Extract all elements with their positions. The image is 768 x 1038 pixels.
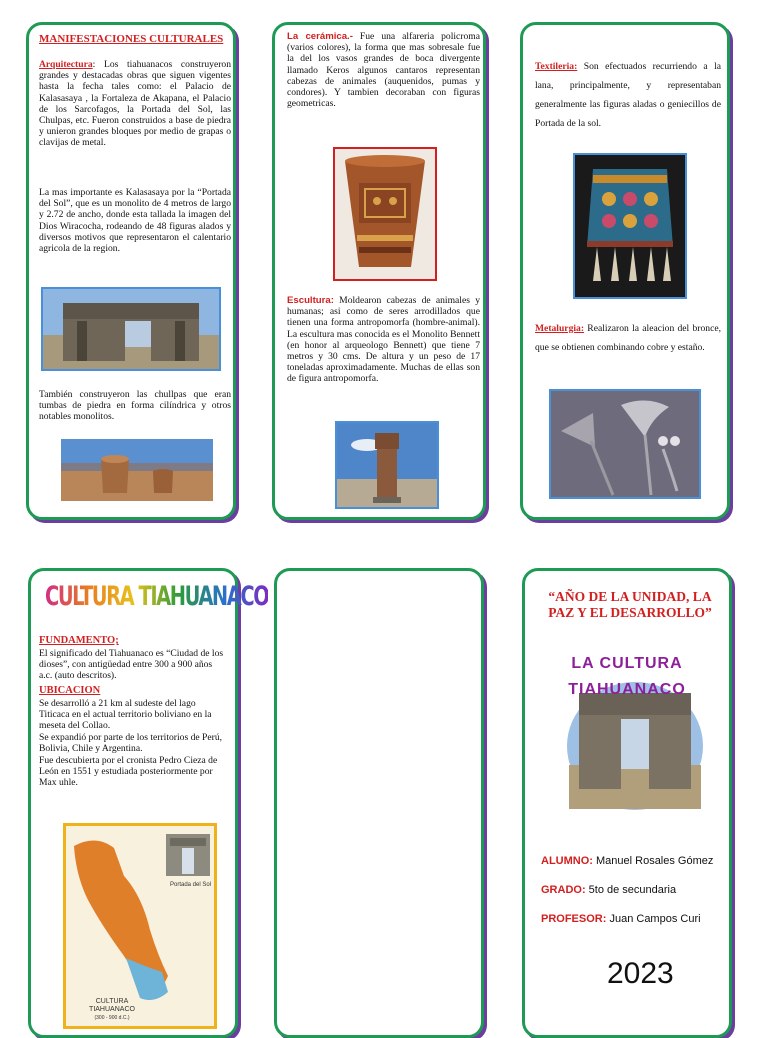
panel-cultura-tiahuanaco	[28, 568, 269, 1038]
kalasasaya-paragraph: La mas importante es Kalasasaya por la “Portada del Sol”, que es un monolito de 4 metros de largo y 2.72 de ancho, donde esta tallada la imagen del Dios Wiracocha, rodeando de 48 figuras alados y diversos motivos que representaron el calentario agricola de la region.	[39, 187, 231, 255]
kero-vase-image	[333, 147, 437, 281]
metalurgia-paragraph	[535, 319, 721, 357]
portada-del-sol-image	[41, 287, 221, 371]
map-label-line2: TIAHUANACO	[89, 1006, 135, 1013]
panel-ceramica-escultura	[272, 22, 486, 520]
textileria-paragraph	[535, 57, 721, 133]
map-portada-label: Portada del Sol	[170, 882, 212, 888]
map-label-dates: (300 - 900 d.C.)	[94, 1015, 130, 1021]
map-image	[63, 823, 217, 1029]
escultura-text: Moldearon cabezas de animales y humanas; asi como de seres arrodillados que tienen una forma antropomorfa (hombre-animal). La escultura mas conocida es el Monolito Bennett (en honor al arqueologo Bennett) que tiene 7 metros y 30 cms. De altura y un peso de 17 toneladas aproximadamente. Muchas de ellas son de figura antropomorfa.	[287, 295, 480, 385]
panel-empty	[274, 568, 484, 1038]
ubicacion-text-3: Fue descubierta por el cronista Pedro Cieza de León en 1551 y estudiada posteriormente por Max uhle.	[39, 755, 218, 789]
grado-value: 5to de secundaria	[585, 884, 677, 896]
profesor-line	[541, 913, 701, 925]
profesor-label: PROFESOR:	[541, 913, 607, 925]
ceramica-text: Fue una alfareria policroma (varios colores), la forma que mas sobresale fue la del los vasos grandes de boca divergente llamado Keros algunos cantaros representan cabezas de animales (auquenidos, pumas y condores). Y tambien decoraban con figuras geometricas.	[287, 31, 480, 110]
metalurgia-label: Metalurgia:	[535, 323, 585, 334]
cover-year: 2023	[607, 957, 674, 990]
ubicacion-text-1: Se desarrolló a 21 km al sudeste del lago Titicaca en el actual territorio boliviano en la meseta del Collao.	[39, 698, 212, 732]
cover-title-line1: LA CULTURA	[571, 655, 683, 672]
year-slogan: “AÑO DE LA UNIDAD, LA PAZ Y EL DESARROLLO”	[548, 589, 712, 620]
arquitectura-paragraph	[39, 59, 231, 149]
textileria-label: Textileria:	[535, 61, 578, 72]
map-cultura-label	[80, 998, 144, 1022]
ceramica-paragraph	[287, 31, 480, 109]
map-label-line1: CULTURA	[95, 998, 129, 1005]
textileria-text: Son efectuados recurriendo a la lana, principalmente, y representaban generalmente las figuras aladas o geniecillos de Portada de la sol.	[535, 61, 721, 129]
chullpas-image	[61, 439, 213, 501]
escultura-paragraph	[287, 295, 480, 385]
textile-image	[573, 153, 687, 299]
alumno-line	[541, 855, 713, 867]
ubicacion-text-2: Se expandió por parte de los territorios de Perú, Bolivia, Chile y Argentina.	[39, 732, 223, 755]
cover-portada-image	[565, 679, 705, 813]
alumno-label: ALUMNO:	[541, 855, 593, 867]
profesor-value: Juan Campos Curi	[606, 913, 701, 925]
ceramica-label: La cerámica.-	[287, 31, 353, 42]
arquitectura-label: Arquitectura	[39, 59, 93, 70]
fundamento-heading: FUNDAMENTO;	[39, 635, 119, 646]
heading-manifestaciones: MANIFESTACIONES CULTURALES	[39, 33, 224, 45]
grado-label: GRADO:	[541, 884, 586, 896]
panel-cover	[522, 568, 732, 1038]
arquitectura-text: : Los tiahuanacos construyeron grandes y destacadas obras que siguen vigentes hasta la fecha tales como: el Palacio de Kalasasaya , la Fortaleza de Akapana, el Palacio de los Sarcofagos, la Portada del Sol, las Chulpas, etc. Fueron construidos a base de piedra y unieron grandes bloques por medio de grapas o clavijas de metal.	[39, 59, 231, 149]
chullpas-paragraph: También construyeron las chullpas que eran tumbas de piedra en forma cilíndrica y otros notables monolitos.	[39, 389, 231, 423]
monolito-bennett-image	[335, 421, 439, 509]
cover-title-line2: TIAHUANACO	[568, 681, 686, 698]
ubicacion-heading: UBICACION	[39, 685, 101, 696]
fundamento-text: El significado del Tiahuanaco es “Ciudad de los dioses”, con antigüedad entre 300 a 900 años a.c. (auto descritos).	[39, 648, 224, 682]
panel-textileria-metalurgia	[520, 22, 730, 520]
metalurgia-text: Realizaron la aleacion del bronce, que se obtienen combinando cobre y estaño.	[535, 323, 721, 353]
alumno-value: Manuel Rosales Gómez	[592, 855, 714, 867]
panel-manifestaciones	[26, 22, 236, 520]
escultura-label: Escultura:	[287, 295, 334, 306]
cultura-tiahuanaco-title: CULTURA TIAHUANACO	[45, 581, 269, 612]
grado-line	[541, 884, 676, 896]
metal-tools-image	[549, 389, 701, 499]
